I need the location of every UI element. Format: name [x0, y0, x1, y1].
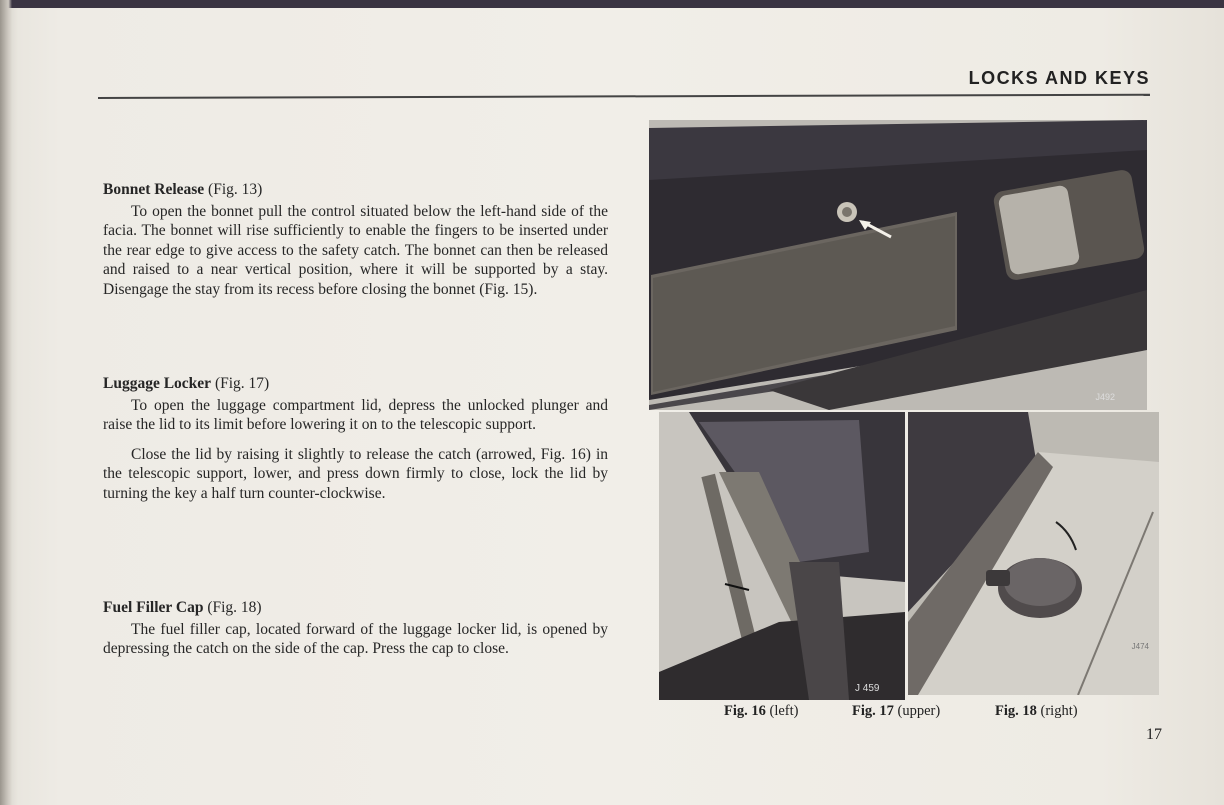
page-gutter-shadow — [0, 0, 12, 805]
section-heading: Luggage Locker (Fig. 17) — [103, 375, 270, 392]
section-heading: Bonnet Release (Fig. 13) — [103, 181, 263, 198]
section-paragraph: Close the lid by raising it slightly to release the catch (arrowed, Fig. 16) in the telescopic support, lower, and press down firmly to close, lock the lid by turning the key a half turn counter-clockwise. — [103, 445, 608, 502]
figure-18-photo — [908, 412, 1159, 695]
photo-ref-label: J474 — [1131, 642, 1149, 651]
section-luggage-locker — [103, 374, 608, 503]
photo-ref-label: J 459 — [855, 683, 880, 694]
header-rule — [98, 94, 1150, 99]
section-paragraph: To open the luggage compartment lid, depress the unlocked plunger and raise the lid to its limit before lowering it on to the telescopic support. — [103, 396, 608, 433]
page-header: LOCKS AND KEYS — [968, 68, 1150, 88]
section-paragraph: To open the bonnet pull the control situated below the left-hand side of the facia. The bonnet will rise sufficiently to enable the fingers to be inserted under the rear edge to give access to the safety catch. The bonnet can then be released and raised to a near vertical position, where it will be supported by a stay. Disengage the stay from its recess before closing the bonnet (Fig. 15). — [103, 202, 608, 298]
caption-fig-18: Fig. 18 (right) — [995, 703, 1078, 719]
section-heading: Fuel Filler Cap (Fig. 18) — [103, 599, 262, 616]
caption-fig-17: Fig. 17 (upper) — [852, 703, 941, 719]
figure-16-photo — [659, 412, 905, 700]
page-number: 17 — [1146, 726, 1162, 743]
photo-ref-label: J492 — [1095, 392, 1115, 402]
top-binding-band — [0, 0, 1224, 8]
section-bonnet-release — [103, 180, 608, 299]
caption-fig-16: Fig. 16 (left) — [724, 703, 799, 719]
section-fuel-filler-cap — [103, 598, 608, 659]
section-paragraph: The fuel filler cap, located forward of the luggage locker lid, is opened by depressing the catch on the side of the cap. Press the cap to close. — [103, 620, 608, 657]
figure-17-photo — [649, 120, 1147, 410]
